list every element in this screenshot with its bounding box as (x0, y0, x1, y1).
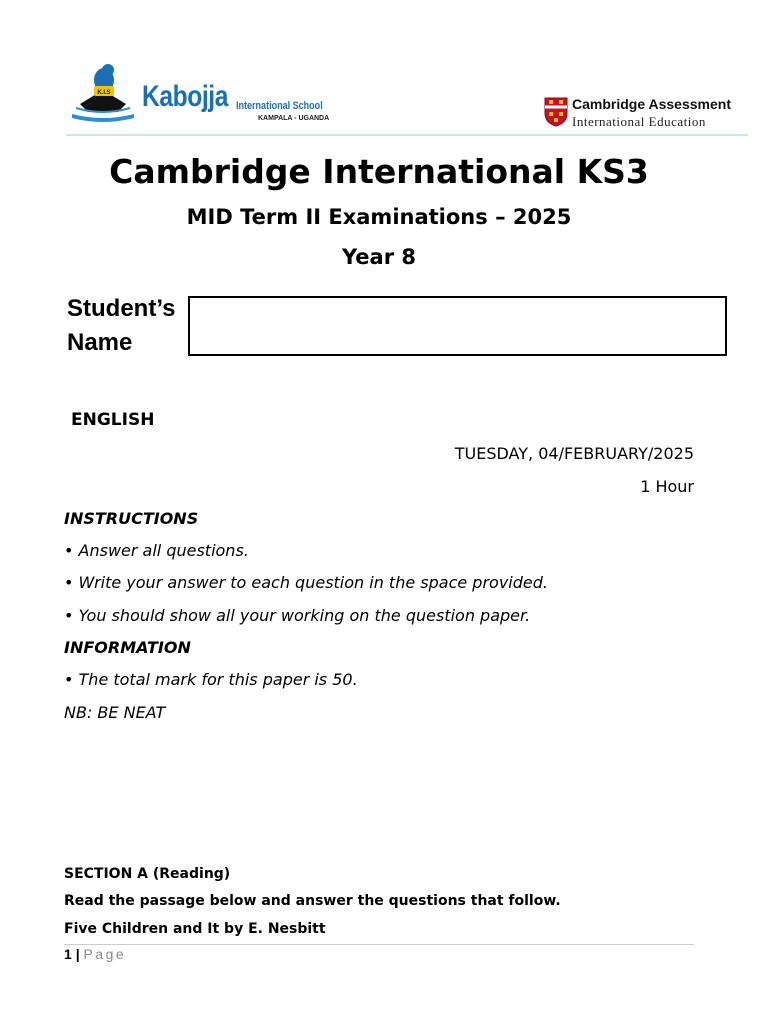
school-logo-icon (68, 60, 138, 126)
footer-separator: | (75, 946, 80, 962)
year-title: Year 8 (342, 245, 416, 269)
cambridge-name: Cambridge Assessment (572, 96, 731, 112)
exam-date: TUESDAY, 04/FEBRUARY/2025 (454, 444, 694, 463)
exam-title: MID Term II Examinations – 2025 (186, 205, 572, 229)
footer-divider (64, 944, 694, 945)
exam-duration: 1 Hour (640, 477, 694, 496)
section-title: SECTION A (Reading) (64, 866, 231, 882)
instruction-item: • Write your answer to each question in the space provided. (64, 573, 548, 592)
page-footer (64, 946, 126, 962)
page-number: 1 (64, 946, 72, 962)
cambridge-subname: International Education (572, 114, 706, 129)
cambridge-shield-icon (544, 97, 568, 127)
nb-note: NB: BE NEAT (64, 703, 166, 722)
student-name-field[interactable] (188, 296, 727, 356)
section-direction: Read the passage below and answer the questions that follow. (64, 893, 561, 909)
passage-title: Five Children and It by E. Nesbitt (64, 921, 326, 937)
header-divider (66, 134, 748, 136)
school-location: KAMPALA - UGANDA (258, 115, 330, 122)
logo-initials: K.I.S (97, 90, 111, 96)
instructions-heading: INSTRUCTIONS (64, 509, 199, 528)
instruction-item: • You should show all your working on the question paper. (64, 606, 531, 625)
information-item: • The total mark for this paper is 50. (64, 670, 358, 689)
school-subtitle: International School (236, 100, 323, 112)
school-name: Kabojja (142, 80, 228, 113)
subject-label: ENGLISH (71, 410, 155, 430)
page-label: Page (83, 946, 127, 962)
information-heading: INFORMATION (64, 638, 191, 657)
instruction-item: • Answer all questions. (64, 541, 249, 560)
student-name-label: Student’s Name (67, 295, 176, 356)
page-title: Cambridge International KS3 (109, 152, 649, 191)
